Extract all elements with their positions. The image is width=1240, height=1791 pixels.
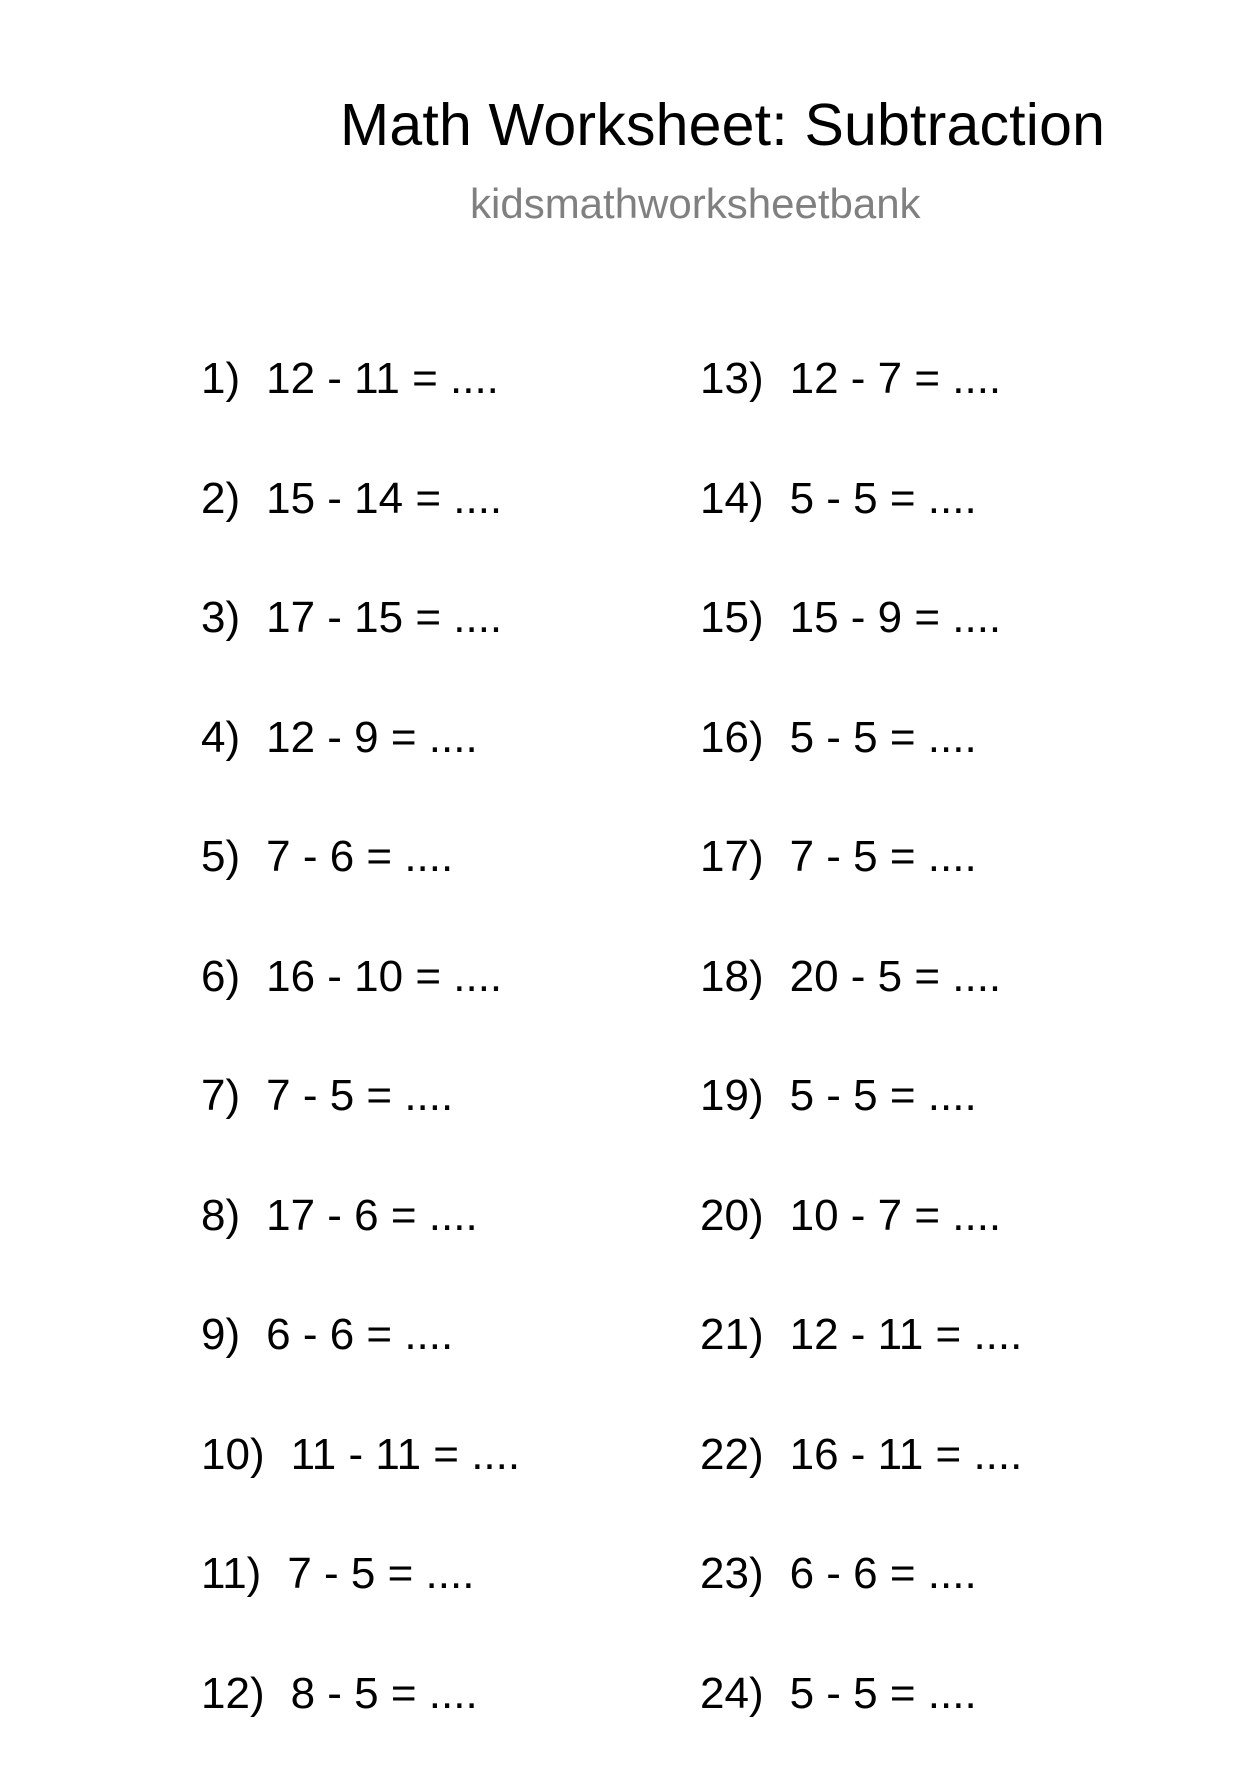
problem-expression: 7 - 5 = .... (266, 1074, 453, 1194)
problem-item (700, 1313, 1160, 1433)
problem-number: 20) (700, 1194, 764, 1314)
problem-item (700, 716, 1160, 836)
problem-expression: 17 - 15 = .... (266, 596, 502, 716)
problem-number: 14) (700, 477, 764, 597)
problem-expression: 7 - 6 = .... (266, 835, 453, 955)
worksheet-title: Math Worksheet: Subtraction (340, 96, 1105, 155)
problem-expression: 12 - 11 = .... (790, 1313, 1023, 1433)
problem-item (700, 1074, 1160, 1194)
problem-expression: 15 - 9 = .... (790, 596, 1002, 716)
problem-item (700, 1552, 1160, 1672)
problem-expression: 8 - 5 = .... (291, 1672, 478, 1791)
problem-expression: 10 - 7 = .... (790, 1194, 1002, 1314)
problem-number: 19) (700, 1074, 764, 1194)
problem-expression: 5 - 5 = .... (790, 477, 977, 597)
problem-number: 22) (700, 1433, 764, 1553)
worksheet-subtitle: kidsmathworksheetbank (470, 183, 921, 225)
problem-expression: 12 - 7 = .... (790, 357, 1002, 477)
problems-left-column (201, 357, 661, 1791)
problem-item (201, 1074, 661, 1194)
problem-expression: 20 - 5 = .... (790, 955, 1002, 1075)
problem-expression: 12 - 9 = .... (266, 716, 478, 836)
problem-expression: 6 - 6 = .... (266, 1313, 453, 1433)
problem-item (700, 1194, 1160, 1314)
problem-item (201, 1313, 661, 1433)
problem-number: 21) (700, 1313, 764, 1433)
problem-expression: 17 - 6 = .... (266, 1194, 478, 1314)
problem-number: 10) (201, 1433, 265, 1553)
problem-item (201, 955, 661, 1075)
problem-number: 12) (201, 1672, 265, 1791)
problem-expression: 7 - 5 = .... (790, 835, 977, 955)
problem-item (201, 1194, 661, 1314)
problem-item (201, 835, 661, 955)
problem-number: 11) (201, 1552, 261, 1672)
problem-number: 24) (700, 1672, 764, 1791)
problem-expression: 5 - 5 = .... (790, 716, 977, 836)
problem-number: 15) (700, 596, 764, 716)
problem-number: 13) (700, 357, 764, 477)
problem-expression: 12 - 11 = .... (266, 357, 499, 477)
problem-item (201, 596, 661, 716)
problem-number: 8) (201, 1194, 240, 1314)
problem-number: 7) (201, 1074, 240, 1194)
problem-number: 2) (201, 477, 240, 597)
problem-item (700, 596, 1160, 716)
problem-item (201, 1433, 661, 1553)
problem-item (201, 357, 661, 477)
problem-number: 5) (201, 835, 240, 955)
problem-number: 23) (700, 1552, 764, 1672)
problem-item (700, 357, 1160, 477)
problem-expression: 5 - 5 = .... (790, 1672, 977, 1791)
problem-number: 9) (201, 1313, 240, 1433)
problem-item (201, 1672, 661, 1791)
problem-item (201, 716, 661, 836)
problem-number: 3) (201, 596, 240, 716)
problem-item (700, 477, 1160, 597)
problem-expression: 16 - 11 = .... (790, 1433, 1023, 1553)
problem-item (201, 1552, 661, 1672)
problem-number: 1) (201, 357, 240, 477)
problem-expression: 16 - 10 = .... (266, 955, 502, 1075)
problem-expression: 6 - 6 = .... (790, 1552, 977, 1672)
problem-number: 4) (201, 716, 240, 836)
problem-number: 6) (201, 955, 240, 1075)
problem-number: 16) (700, 716, 764, 836)
problem-item (700, 955, 1160, 1075)
problem-expression: 5 - 5 = .... (790, 1074, 977, 1194)
problem-expression: 11 - 11 = .... (291, 1433, 521, 1553)
problem-item (700, 835, 1160, 955)
problem-item (700, 1433, 1160, 1553)
problem-number: 17) (700, 835, 764, 955)
problem-expression: 7 - 5 = .... (287, 1552, 474, 1672)
problem-expression: 15 - 14 = .... (266, 477, 502, 597)
problem-item (201, 477, 661, 597)
problem-item (700, 1672, 1160, 1791)
problem-number: 18) (700, 955, 764, 1075)
problems-right-column (700, 357, 1160, 1791)
